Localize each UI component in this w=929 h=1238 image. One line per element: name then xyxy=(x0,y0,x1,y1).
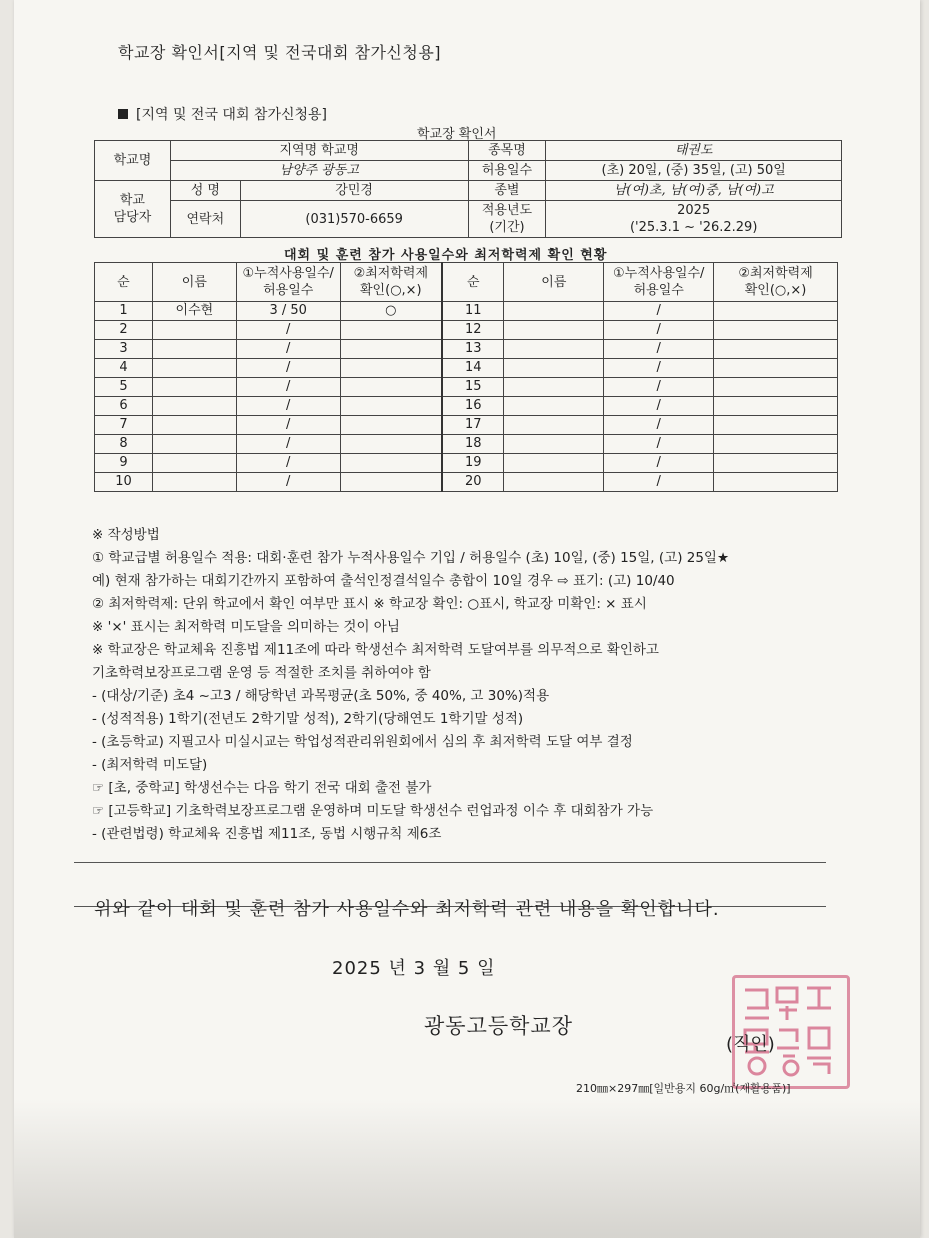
seal-label: (직인) xyxy=(726,1034,775,1055)
table-row xyxy=(95,397,838,416)
status-table-body xyxy=(95,302,838,492)
table-row xyxy=(95,321,838,340)
status-table xyxy=(94,262,838,492)
col-no-right: 순 xyxy=(442,263,504,302)
left-cell-days: / xyxy=(236,416,340,435)
left-cell-check xyxy=(340,321,442,340)
paper-spec-footer: 210㎜×297㎜[일반용지 60g/㎡(재활용품)] xyxy=(576,1082,791,1095)
right-cell-check xyxy=(714,435,838,454)
right-cell-days: / xyxy=(604,359,714,378)
staff-label-line1: 학교 xyxy=(119,193,145,208)
col-min-left-line1: ②최저학력제 xyxy=(353,266,429,281)
category-label: 종별 xyxy=(468,181,546,201)
col-name-left: 이름 xyxy=(152,263,236,302)
left-cell-days: / xyxy=(236,454,340,473)
right-cell-no: 12 xyxy=(442,321,504,340)
shadow-overlay xyxy=(14,1098,920,1238)
staff-label xyxy=(95,181,171,238)
left-cell-name: 이수현 xyxy=(152,302,236,321)
left-cell-name xyxy=(152,378,236,397)
table-row xyxy=(95,359,838,378)
table-row xyxy=(95,378,838,397)
left-cell-check xyxy=(340,340,442,359)
left-cell-days: / xyxy=(236,378,340,397)
square-bullet-icon xyxy=(118,109,128,119)
right-cell-check xyxy=(714,359,838,378)
left-cell-days: / xyxy=(236,340,340,359)
right-cell-name xyxy=(504,454,604,473)
right-cell-name xyxy=(504,397,604,416)
right-cell-no: 11 xyxy=(442,302,504,321)
school-label: 학교명 xyxy=(95,141,171,181)
left-cell-name xyxy=(152,321,236,340)
right-cell-check xyxy=(714,302,838,321)
contact-value: (031)570-6659 xyxy=(240,201,468,238)
instruction-line: ☞ [고등학교] 기초학력보장프로그램 운영하며 미도달 학생선수 런업과정 이수 후 대회참가 가능 xyxy=(92,803,654,819)
left-cell-days: / xyxy=(236,397,340,416)
col-min-right-line1: ②최저학력제 xyxy=(738,266,813,281)
left-cell-check xyxy=(340,473,442,492)
section-heading-text: [지역 및 전국 대회 참가신청용] xyxy=(136,107,328,123)
principal-name: 광동고등학교장 xyxy=(424,1014,574,1038)
confirmation-statement: 위와 같이 대회 및 훈련 참가 사용일수와 최저학력 관련 내용을 확인합니다. xyxy=(94,899,720,920)
table-row xyxy=(95,416,838,435)
instruction-line: ※ '×' 표시는 최저학력 미도달을 의미하는 것이 아님 xyxy=(92,619,400,635)
allowed-days-label: 허용일수 xyxy=(468,161,546,181)
name-label: 성 명 xyxy=(170,181,240,201)
region-school-label: 지역명 학교명 xyxy=(170,141,468,161)
col-min-right-line2: 확인(○,×) xyxy=(744,283,807,298)
left-cell-name xyxy=(152,454,236,473)
instruction-line: 예) 현재 참가하는 대회기간까지 포함하여 출석인정결석일수 총합이 10일 경우 ⇨ 표기: (고) 10/40 xyxy=(92,573,675,589)
instruction-line: 기초학력보장프로그램 운영 등 적절한 조치를 취하여야 함 xyxy=(92,665,431,681)
right-cell-days: / xyxy=(604,435,714,454)
left-cell-check: ○ xyxy=(340,302,442,321)
right-cell-name xyxy=(504,340,604,359)
col-days-left-line2: 허용일수 xyxy=(263,283,314,298)
year-value-text: 2025 xyxy=(677,203,711,218)
right-cell-check xyxy=(714,416,838,435)
year-label xyxy=(468,201,546,238)
left-cell-no: 9 xyxy=(95,454,153,473)
instruction-line: - (관련법령) 학교체육 진흥법 제11조, 동법 시행규칙 제6조 xyxy=(92,826,442,842)
region-school-value: 남양주 광동고 xyxy=(170,161,468,181)
table-row xyxy=(95,454,838,473)
right-cell-name xyxy=(504,302,604,321)
left-cell-name xyxy=(152,435,236,454)
right-cell-check xyxy=(714,378,838,397)
instruction-line: ② 최저학력제: 단위 학교에서 확인 여부만 표시 ※ 학교장 확인: ○표시, 학교장 미확인: × 표시 xyxy=(92,596,647,612)
col-days-right xyxy=(604,263,714,302)
left-cell-no: 10 xyxy=(95,473,153,492)
col-min-right xyxy=(714,263,838,302)
right-cell-days: / xyxy=(604,473,714,492)
right-cell-check xyxy=(714,340,838,359)
col-days-left xyxy=(236,263,340,302)
instruction-line: ☞ [초, 중학교] 학생선수는 다음 학기 전국 대회 출전 불가 xyxy=(92,780,432,796)
allowed-days-value: (초) 20일, (중) 35일, (고) 50일 xyxy=(546,161,842,181)
status-table-title: 대회 및 훈련 참가 사용일수와 최저학력제 확인 현황 xyxy=(284,248,608,263)
year-value xyxy=(546,201,842,238)
confirmation-date: 2025 년 3 월 5 일 xyxy=(332,958,496,979)
table-row xyxy=(95,302,838,321)
left-cell-name xyxy=(152,416,236,435)
left-cell-no: 1 xyxy=(95,302,153,321)
table-caption: 학교장 확인서 xyxy=(417,127,497,142)
instruction-line: - (대상/기준) 초4 ~고3 / 해당학년 과목평균(초 50%, 중 40%, 고 30%)적용 xyxy=(92,688,550,704)
year-label-line2: (기간) xyxy=(489,220,525,235)
col-name-right: 이름 xyxy=(504,263,604,302)
right-cell-no: 13 xyxy=(442,340,504,359)
period-value: ('25.3.1 ~ '26.2.29) xyxy=(629,220,758,235)
right-cell-days: / xyxy=(604,397,714,416)
right-cell-name xyxy=(504,473,604,492)
col-no-left: 순 xyxy=(95,263,153,302)
left-cell-name xyxy=(152,340,236,359)
page-header-title: 학교장 확인서[지역 및 전국대회 참가신청용] xyxy=(118,43,442,62)
instruction-line: ※ 학교장은 학교체육 진흥법 제11조에 따라 학생선수 최저학력 도달여부를 의무적으로 확인하고 xyxy=(92,642,659,658)
left-cell-name xyxy=(152,473,236,492)
left-cell-days: / xyxy=(236,435,340,454)
col-days-right-line1: ①누적사용일수/ xyxy=(613,266,705,281)
instruction-line: ※ 작성방법 xyxy=(92,527,160,543)
right-cell-no: 17 xyxy=(442,416,504,435)
right-cell-check xyxy=(714,397,838,416)
right-cell-name xyxy=(504,435,604,454)
school-info-table xyxy=(94,140,842,238)
left-cell-no: 8 xyxy=(95,435,153,454)
name-value: 강민경 xyxy=(240,181,468,201)
staff-label-line2: 담당자 xyxy=(113,210,152,225)
instruction-line: - (성적적용) 1학기(전년도 2학기말 성적), 2학기(당해연도 1학기말 성적) xyxy=(92,711,524,727)
event-value: 태권도 xyxy=(546,141,842,161)
divider-line xyxy=(74,862,826,863)
right-cell-no: 20 xyxy=(442,473,504,492)
right-cell-no: 18 xyxy=(442,435,504,454)
left-cell-days: / xyxy=(236,359,340,378)
section-heading xyxy=(118,104,327,124)
table-row xyxy=(95,473,838,492)
table-row xyxy=(95,340,838,359)
right-cell-no: 14 xyxy=(442,359,504,378)
right-cell-days: / xyxy=(604,302,714,321)
left-cell-check xyxy=(340,435,442,454)
event-label: 종목명 xyxy=(468,141,546,161)
left-cell-no: 2 xyxy=(95,321,153,340)
year-label-line1: 적용년도 xyxy=(481,203,533,218)
left-cell-days: 3 / 50 xyxy=(236,302,340,321)
contact-label: 연락처 xyxy=(170,201,240,238)
writing-instructions xyxy=(92,524,852,846)
document-sheet xyxy=(14,0,920,1238)
right-cell-name xyxy=(504,321,604,340)
right-cell-days: / xyxy=(604,340,714,359)
col-min-left-line2: 확인(○,×) xyxy=(360,283,422,298)
right-cell-no: 16 xyxy=(442,397,504,416)
col-days-right-line2: 허용일수 xyxy=(633,283,684,298)
left-cell-no: 3 xyxy=(95,340,153,359)
left-cell-check xyxy=(340,454,442,473)
left-cell-no: 4 xyxy=(95,359,153,378)
right-cell-no: 19 xyxy=(442,454,504,473)
left-cell-no: 6 xyxy=(95,397,153,416)
right-cell-check xyxy=(714,321,838,340)
left-cell-no: 7 xyxy=(95,416,153,435)
right-cell-days: / xyxy=(604,454,714,473)
right-cell-days: / xyxy=(604,378,714,397)
right-cell-check xyxy=(714,473,838,492)
right-cell-days: / xyxy=(604,321,714,340)
right-cell-name xyxy=(504,359,604,378)
left-cell-check xyxy=(340,359,442,378)
right-cell-days: / xyxy=(604,416,714,435)
col-days-left-line1: ①누적사용일수/ xyxy=(242,266,334,281)
left-cell-name xyxy=(152,359,236,378)
instruction-line: - (초등학교) 지필고사 미실시교는 학업성적관리위원회에서 심의 후 최저학력 도달 여부 결정 xyxy=(92,734,633,750)
left-cell-no: 5 xyxy=(95,378,153,397)
col-min-left xyxy=(340,263,442,302)
left-cell-check xyxy=(340,416,442,435)
left-cell-days: / xyxy=(236,473,340,492)
right-cell-check xyxy=(714,454,838,473)
table-row xyxy=(95,435,838,454)
instruction-line: ① 학교급별 허용일수 적용: 대회·훈련 참가 누적사용일수 기입 / 허용일수 (초) 10일, (중) 15일, (고) 25일★ xyxy=(92,550,730,566)
left-cell-check xyxy=(340,397,442,416)
right-cell-name xyxy=(504,378,604,397)
left-cell-days: / xyxy=(236,321,340,340)
category-value: 남(여)초, 남(여)중, 남(여)고 xyxy=(546,181,842,201)
left-cell-name xyxy=(152,397,236,416)
right-cell-name xyxy=(504,416,604,435)
seal-glyph-icon xyxy=(735,978,841,1080)
left-cell-check xyxy=(340,378,442,397)
instruction-line: - (최저학력 미도달) xyxy=(92,757,208,773)
right-cell-no: 15 xyxy=(442,378,504,397)
